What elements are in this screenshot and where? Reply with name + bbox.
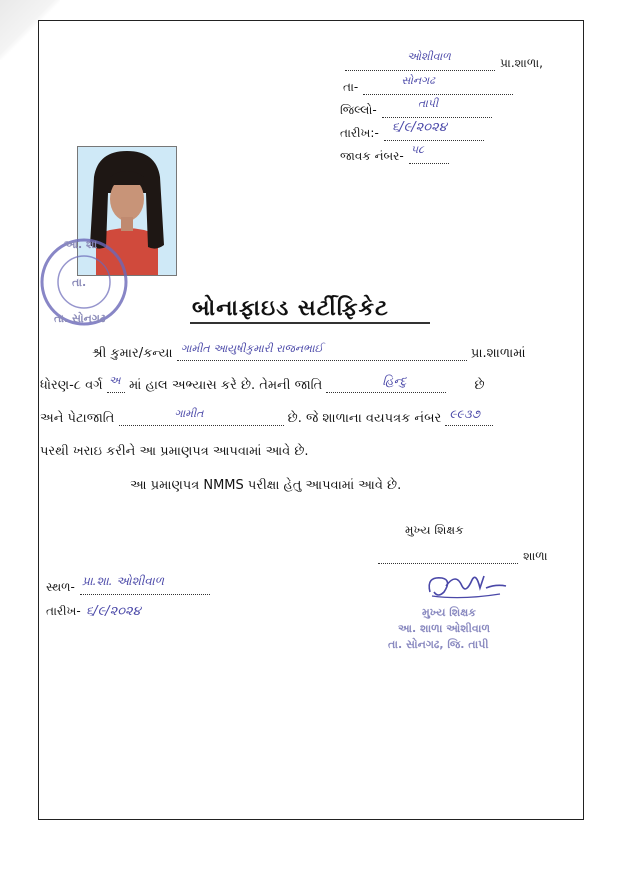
- school-name-handwritten: ઓશીવાળ: [407, 50, 451, 63]
- body-line-1: [92, 342, 526, 361]
- place-label: સ્થળ-: [46, 580, 75, 594]
- body-line-2-suffix: છે: [474, 378, 485, 393]
- date-line: [340, 122, 484, 141]
- headmaster-signature: [422, 566, 512, 606]
- district-line: [340, 99, 492, 118]
- outward-handwritten: ૫૮: [410, 143, 425, 156]
- body-line-4: પરથી ખરાઇ કરીને આ પ્રમાણપત્ર આપવામાં આવે છે.: [40, 444, 309, 459]
- register-number-handwritten: ૯૯૩૭: [449, 407, 480, 421]
- footer-date-label: તારીખ-: [46, 604, 81, 618]
- subcaste-handwritten: ગામીત: [174, 407, 204, 420]
- school-line: [345, 52, 543, 71]
- signatory-school-suffix: શાળા: [523, 549, 548, 563]
- stamp-headmaster: મુખ્ય શિક્ષક: [422, 606, 477, 619]
- taluka-label: તા-: [343, 80, 359, 94]
- section-handwritten: અ: [108, 374, 121, 387]
- stamp-school-name: આ. શાળા ઓશીવાળ: [398, 622, 491, 635]
- footer-date-handwritten: ૬/૯/૨૦૨૪: [85, 604, 141, 619]
- taluka-line: [343, 76, 513, 95]
- body-line-1-prefix: શ્રી કુમાર/કન્યા: [92, 346, 173, 361]
- stamp-text-top: આ. શા: [64, 238, 98, 251]
- body-line-3: [40, 407, 493, 426]
- stamp-address: તા. સોનગઢ, જિ. તાપી: [388, 638, 489, 651]
- caste-handwritten: હિન્દુ: [382, 374, 407, 388]
- place-handwritten: પ્રા.શા. ઓશીવાળ: [81, 574, 165, 588]
- body-line-2-mid: માં હાલ અભ્યાસ કરે છે. તેમની જાતિ: [128, 378, 323, 393]
- body-line-1-suffix: પ્રા.શાળામાં: [470, 346, 526, 361]
- district-label: જિલ્લો-: [340, 103, 377, 117]
- body-line-3-prefix: અને પેટાજાતિ: [40, 411, 115, 426]
- body-line-3-mid: છે. જે શાળાના વયપત્રક નંબર: [287, 411, 442, 426]
- certificate-title: બોનાફાઇડ સર્ટીફિકેટ: [192, 296, 389, 321]
- outward-line: [340, 145, 449, 164]
- taluka-handwritten: સોનગઢ: [401, 74, 435, 87]
- body-line-2: [40, 374, 485, 393]
- body-line-2-prefix: ધોરણ-૮ વર્ગ: [40, 378, 103, 393]
- place-line: [46, 576, 210, 595]
- school-round-stamp: [36, 232, 136, 336]
- stamp-text-middle: તા.: [72, 276, 87, 289]
- body-line-5: આ પ્રમાણપત્ર NMMS પરીક્ષા હેતુ આપવામાં આવે છે.: [130, 478, 402, 493]
- school-suffix: પ્રા.શાળા,: [500, 56, 543, 70]
- signatory-school-line: [378, 545, 548, 564]
- title-underline: [190, 322, 430, 324]
- outward-label: જાવક નંબર-: [340, 149, 404, 163]
- date-label: તારીખ:-: [340, 126, 379, 140]
- student-name-handwritten: ગામીત આયુષીકુમારી રાજનભાઈ: [180, 342, 324, 355]
- date-handwritten: ૬/૯/૨૦૨૪: [391, 120, 447, 135]
- headmaster-title: મુખ્ય શિક્ષક: [405, 523, 464, 537]
- footer-date-line: [46, 600, 141, 619]
- district-handwritten: તાપી: [417, 97, 439, 110]
- stamp-text-bottom: તા. સોનગઢ: [54, 312, 106, 325]
